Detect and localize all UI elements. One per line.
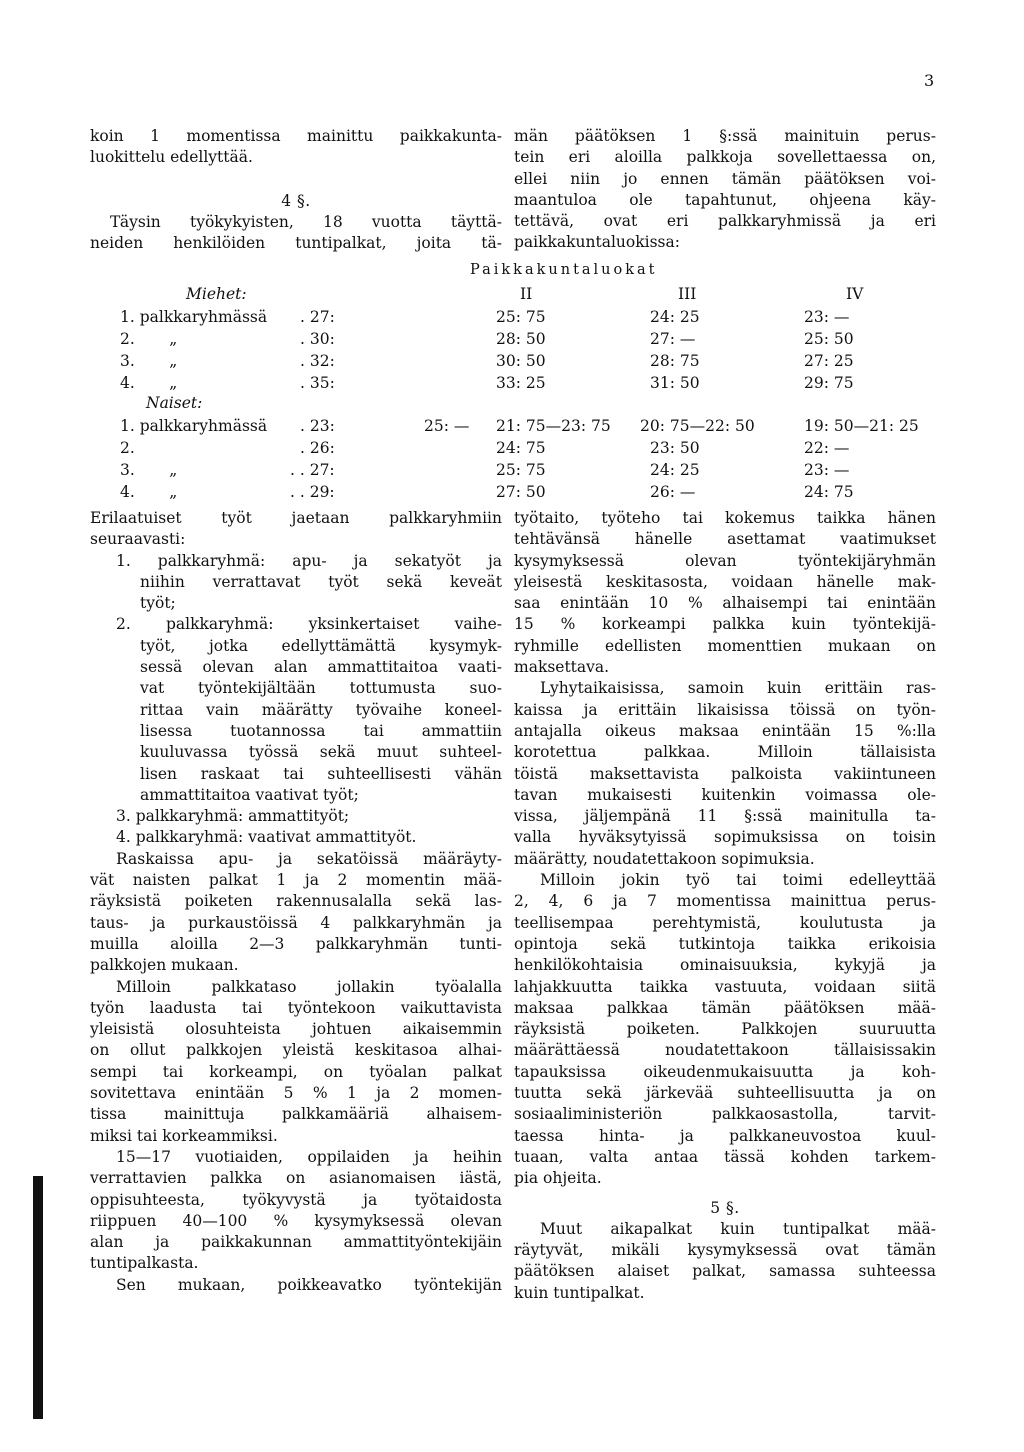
text-line: taus- ja purkaustöissä 4 palkkaryhmän ja bbox=[90, 913, 502, 932]
cell-ii: 24: 75 bbox=[496, 439, 546, 457]
cell-i: . 23: bbox=[300, 417, 335, 435]
table-row bbox=[0, 438, 1024, 460]
text-line: antajalla oikeus maksaa enintään 15 %:lla bbox=[514, 721, 936, 740]
text-line: sovitettava enintään 5 % 1 ja 2 momen- bbox=[90, 1084, 502, 1103]
text-line: rittaa vain määrätty työvaihe koneel- bbox=[140, 700, 502, 719]
text-line: vissa, jäljempänä 11 §:ssä mainitulla ta- bbox=[514, 807, 936, 826]
text-line: tavan mukaisesti kuitenkin voimassa ole- bbox=[514, 785, 936, 804]
cell-i: . 35: bbox=[300, 374, 335, 392]
women-label-row bbox=[0, 393, 1024, 415]
text-line: ellei niin jo ennen tämän päätöksen voi- bbox=[514, 169, 936, 188]
cell-iii: 20: 75—22: 50 bbox=[640, 417, 755, 435]
row-label: 3. „ bbox=[120, 352, 178, 370]
text-line: yleisistä olosuhteista johtuen aikaisemmin bbox=[90, 1020, 502, 1039]
text-line: Erilaatuiset työt jaetaan palkkaryhmiin bbox=[90, 509, 502, 527]
text-line: Milloin palkkataso jollakin työalalla bbox=[116, 977, 502, 996]
text-line: verrattavien palkka on asianomaisen iästä, bbox=[90, 1169, 502, 1188]
text-line: pia ohjeita. bbox=[514, 1169, 602, 1188]
text-line: lahjakkuutta taikka vastuuta, voidaan siitä bbox=[514, 977, 936, 996]
text-line: valla hyväksytyissä sopimuksissa on toisin bbox=[514, 828, 936, 847]
row-label: 4. „ bbox=[120, 483, 178, 501]
top-left-column bbox=[90, 126, 502, 254]
cell-iv: 25: 50 bbox=[804, 330, 854, 348]
list-item: 1. palkkaryhmä: apu- ja sekatyöt ja bbox=[116, 551, 502, 570]
cell-iv: 23: — bbox=[804, 308, 850, 326]
cell-ii: 25: 75 bbox=[496, 308, 546, 326]
text-line: 2, 4, 6 ja 7 momentissa mainittua perus- bbox=[514, 892, 936, 911]
col-header-ii: II bbox=[520, 285, 533, 303]
text-line: määrättäessä noudatettakoon tällaisissakin bbox=[514, 1041, 936, 1060]
text-line: Milloin jokin työ tai toimi edelleyttää bbox=[540, 871, 936, 890]
text-line: Muut aikapalkat kuin tuntipalkat mää- bbox=[540, 1219, 936, 1238]
women-label: Naiset: bbox=[146, 394, 203, 412]
cell-i: . 27: bbox=[300, 308, 335, 326]
text-line: oppisuhteesta, työkyvystä ja työtaidosta bbox=[90, 1190, 502, 1209]
cell-iii: 23: 50 bbox=[650, 439, 700, 457]
cell-ii: 27: 50 bbox=[496, 483, 546, 501]
text-line: teellisempaa perehtymistä, koulutusta ja bbox=[514, 913, 936, 932]
text-line: tapauksissa oikeudenmukaisuutta ja koh- bbox=[514, 1062, 936, 1081]
text-line: Raskaissa apu- ja sekatöissä määräyty- bbox=[116, 849, 502, 868]
text-line: koin 1 momentissa mainittu paikkakunta- bbox=[90, 127, 502, 145]
table-header-row bbox=[0, 284, 1024, 306]
text-line: vät naisten palkat 1 ja 2 momentin mää- bbox=[90, 871, 502, 890]
cell-ii: 33: 25 bbox=[496, 374, 546, 392]
text-line: tuaan, valta antaa tässä kohden tarkem- bbox=[514, 1147, 936, 1166]
cell-iv: 22: — bbox=[804, 439, 850, 457]
cell-iii: 27: — bbox=[650, 330, 696, 348]
table-row bbox=[0, 373, 1024, 395]
cell-i: . 30: bbox=[300, 330, 335, 348]
text-line: 15 % korkeampi palkka kuin työntekijä- bbox=[514, 615, 936, 634]
cell-i: . . 29: bbox=[290, 483, 335, 501]
text-line: palkkojen mukaan. bbox=[90, 956, 239, 975]
section-heading: 4 §. bbox=[281, 191, 311, 210]
text-line: määrätty, noudatettakoon sopimuksia. bbox=[514, 849, 815, 868]
text-line: yleisestä keskitasosta, voidaan hänelle mak- bbox=[514, 572, 936, 591]
cell-iv: 24: 75 bbox=[804, 483, 854, 501]
text-line: räytyvät, mikäli kysymyksessä ovat tämän bbox=[514, 1241, 936, 1260]
text-line: lisen raskaat tai suhteellisesti vähän bbox=[140, 764, 502, 783]
cell-i: . 26: bbox=[300, 439, 335, 457]
text-line: alan ja paikkakunnan ammattityöntekijäin bbox=[90, 1233, 502, 1252]
text-line: tehtävänsä hänelle asettamat vaatimukset bbox=[514, 530, 936, 549]
text-line: henkilökohtaisia ominaisuuksia, kykyjä ja bbox=[514, 956, 936, 975]
text-line: tissa mainittuja palkkamääriä alhaisem- bbox=[90, 1105, 502, 1124]
text-line: työt; bbox=[140, 594, 176, 613]
cell-iv: 29: 75 bbox=[804, 374, 854, 392]
text-line: maksettava. bbox=[514, 658, 610, 677]
cell-i-upper: 25: — bbox=[424, 417, 470, 435]
cell-ii: 25: 75 bbox=[496, 461, 546, 479]
cell-iv: 23: — bbox=[804, 461, 850, 479]
table-row bbox=[0, 351, 1024, 373]
text-line: Lyhytaikaisissa, samoin kuin erittäin ras- bbox=[540, 679, 936, 698]
text-line: maantuloa ole tapahtunut, ohjeena käy- bbox=[514, 190, 936, 209]
list-item: 3. palkkaryhmä: ammattityöt; bbox=[116, 807, 350, 826]
text-line: tettävä, ovat eri palkkaryhmissä ja eri bbox=[514, 212, 936, 231]
row-label: 1. palkkaryhmässä bbox=[120, 417, 268, 435]
text-line: muilla aloilla 2—3 palkkaryhmän tunti- bbox=[90, 934, 502, 953]
text-line: lisessa tuotannossa tai ammattiin bbox=[140, 721, 502, 740]
text-line: räyksistä poiketen rakennusalalla sekä las- bbox=[90, 892, 502, 911]
text-line: miksi tai korkeammiksi. bbox=[90, 1126, 278, 1145]
text-line: sosiaaliministeriön palkkaosastolla, tarvit- bbox=[514, 1105, 936, 1124]
row-label: 3. „ bbox=[120, 461, 178, 479]
text-line: työtaito, työteho tai kokemus taikka hänen bbox=[514, 509, 936, 527]
text-line: maksaa palkkaa tämän päätöksen mää- bbox=[514, 998, 936, 1017]
text-line: kuuluvassa työssä sekä muut suhteel- bbox=[140, 743, 502, 762]
table-heading: Paikkakuntaluokat bbox=[470, 262, 658, 278]
text-line: päätöksen alaiset palkat, samassa suhteessa bbox=[514, 1262, 936, 1281]
cell-iii: 24: 25 bbox=[650, 308, 700, 326]
table-row bbox=[0, 460, 1024, 482]
cell-iii: 24: 25 bbox=[650, 461, 700, 479]
row-label: 4. „ bbox=[120, 374, 178, 392]
text-line: riippuen 40—100 % kysymyksessä olevan bbox=[90, 1211, 502, 1230]
text-line: Täysin työkykyisten, 18 vuotta täyttä- bbox=[110, 212, 502, 231]
cell-i: . 32: bbox=[300, 352, 335, 370]
row-label: 2. bbox=[120, 439, 135, 457]
margin-bar bbox=[33, 1176, 43, 1419]
cell-iii: 28: 75 bbox=[650, 352, 700, 370]
table-row bbox=[0, 416, 1024, 438]
text-line: luokittelu edellyttää. bbox=[90, 148, 253, 167]
row-label: 2. „ bbox=[120, 330, 178, 348]
cell-ii: 28: 50 bbox=[496, 330, 546, 348]
text-line: sempi tai korkeampi, on työalan palkat bbox=[90, 1062, 502, 1081]
top-right-column bbox=[514, 126, 936, 254]
cell-ii: 30: 50 bbox=[496, 352, 546, 370]
col-header-iv: IV bbox=[846, 285, 864, 303]
section-heading: 5 §. bbox=[710, 1198, 740, 1217]
list-item: 4. palkkaryhmä: vaativat ammattityöt. bbox=[116, 828, 417, 847]
text-line: taessa hinta- ja palkkaneuvostoa kuul- bbox=[514, 1126, 936, 1145]
text-line: tein eri aloilla palkkoja sovellettaessa on, bbox=[514, 148, 936, 167]
text-line: töistä maksettavista palkoista vakiintuneen bbox=[514, 764, 936, 783]
text-line: on ollut palkkojen yleistä keskitasoa alhai- bbox=[90, 1041, 502, 1060]
text-line: män päätöksen 1 §:ssä mainituin perus- bbox=[514, 127, 936, 145]
text-line: ammattitaitoa vaativat työt; bbox=[140, 785, 359, 804]
table-row bbox=[0, 329, 1024, 351]
cell-iv: 19: 50—21: 25 bbox=[804, 417, 919, 435]
text-line: kuin tuntipalkat. bbox=[514, 1283, 645, 1302]
text-line: vat työntekijältään tottumusta suo- bbox=[140, 679, 502, 698]
text-line: työn laadusta tai työntekoon vaikuttavista bbox=[90, 998, 502, 1017]
cell-ii: 21: 75—23: 75 bbox=[496, 417, 611, 435]
bottom-left-column bbox=[90, 508, 502, 1296]
cell-iii: 31: 50 bbox=[650, 374, 700, 392]
text-line: tuntipalkasta. bbox=[90, 1254, 199, 1273]
cell-i: . . 27: bbox=[290, 461, 335, 479]
text-line: saa enintään 10 % alhaisempi tai enintään bbox=[514, 594, 936, 613]
text-line: Sen mukaan, poikkeavatko työntekijän bbox=[116, 1275, 502, 1294]
text-line: työt, jotka edellyttämättä kysymyk- bbox=[140, 636, 502, 655]
table-row bbox=[0, 307, 1024, 329]
text-line: sessä olevan alan ammattitaitoa vaati- bbox=[140, 658, 502, 677]
text-line: kysymyksessä olevan työntekijäryhmän bbox=[514, 551, 936, 570]
text-line: 15—17 vuotiaiden, oppilaiden ja heihin bbox=[116, 1147, 502, 1166]
row-label: 1. palkkaryhmässä bbox=[120, 308, 268, 326]
text-line: kaissa ja erittäin likaisissa töissä on työn- bbox=[514, 700, 936, 719]
cell-iv: 27: 25 bbox=[804, 352, 854, 370]
text-line: neiden henkilöiden tuntipalkat, joita tä- bbox=[90, 234, 502, 253]
bottom-right-column bbox=[514, 508, 936, 1304]
text-line: opintoja sekä tutkintoja taikka erikoisia bbox=[514, 934, 936, 953]
text-line: paikkakuntaluokissa: bbox=[514, 233, 680, 252]
table-row bbox=[0, 482, 1024, 504]
list-item: 2. palkkaryhmä: yksinkertaiset vaihe- bbox=[116, 615, 502, 634]
cell-iii: 26: — bbox=[650, 483, 696, 501]
text-line: niihin verrattavat työt sekä keveät bbox=[140, 572, 502, 591]
page-number: 3 bbox=[924, 71, 935, 90]
text-line: tuutta sekä järkevää suhteellisuutta ja on bbox=[514, 1084, 936, 1103]
text-line: räyksistä poiketen. Palkkojen suuruutta bbox=[514, 1020, 936, 1039]
col-header-iii: III bbox=[678, 285, 697, 303]
text-line: seuraavasti: bbox=[90, 530, 186, 549]
text-line: korotettua palkkaa. Milloin tällaisista bbox=[514, 743, 936, 762]
men-label: Miehet: bbox=[186, 285, 247, 303]
text-line: ryhmille edellisten momenttien mukaan on bbox=[514, 636, 936, 655]
